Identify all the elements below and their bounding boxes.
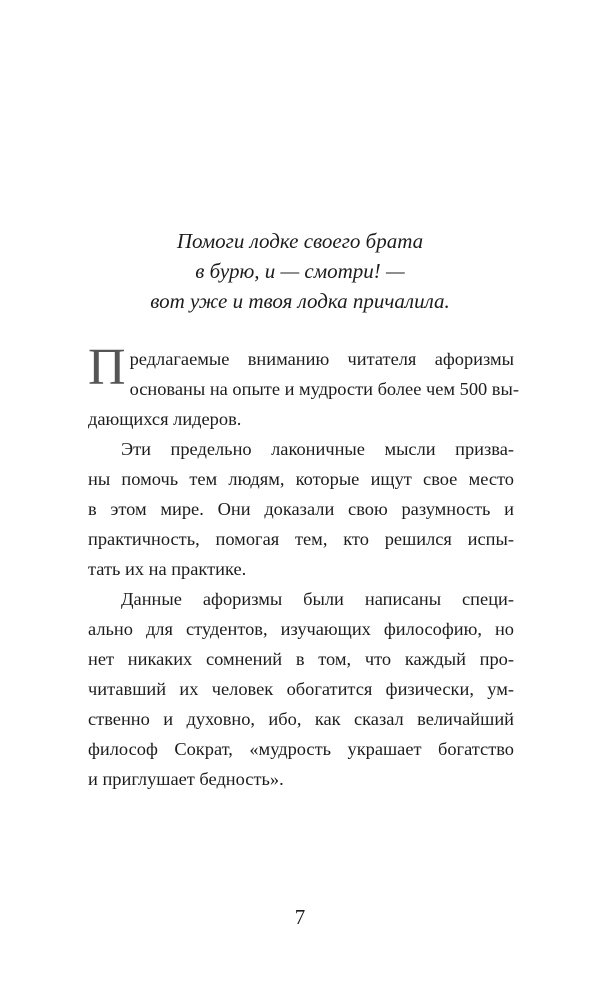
text-line: ны помочь тем людям, которые ищут свое место — [88, 469, 514, 489]
text-line: ственно и духовно, ибо, как сказал величайший — [88, 709, 514, 729]
text-line: Данные афоризмы были написаны специ- — [121, 589, 514, 609]
drop-cap: П — [88, 339, 126, 396]
text-line: в этом мире. Они доказали свою разумность и — [88, 499, 514, 519]
text-line: и приглушает бедность». — [88, 769, 284, 789]
text-line: основаны на опыте и мудрости более чем 500 вы- — [129, 379, 519, 399]
text-line: философ Сократ, «мудрость украшает богатство — [88, 739, 514, 759]
paragraph-1 — [88, 339, 519, 434]
text-line: ально для студентов, изучающих философию, но — [88, 619, 514, 639]
paragraph-2 — [88, 434, 514, 584]
body-text — [88, 339, 519, 794]
text-line: практичность, помогая тем, кто решился испы- — [88, 529, 514, 549]
epigraph-line: Помоги лодке своего брата — [176, 229, 424, 253]
epigraph-line: вот уже и твоя лодка причалила. — [150, 289, 450, 313]
text-line: Эти предельно лаконичные мысли призва- — [121, 439, 514, 459]
epigraph — [90, 226, 510, 316]
paragraph-3 — [88, 584, 514, 794]
epigraph-line: в бурю, и — смотри! — — [195, 259, 405, 283]
text-line: тать их на практике. — [88, 559, 247, 579]
page-number: 7 — [294, 905, 306, 929]
text-line: дающихся лидеров. — [88, 409, 242, 429]
text-line: редлагаемые вниманию читателя афоризмы — [129, 349, 514, 369]
text-line: нет никаких сомнений в том, что каждый про- — [88, 649, 514, 669]
text-line: читавший их человек обогатится физически, ум- — [88, 679, 514, 699]
